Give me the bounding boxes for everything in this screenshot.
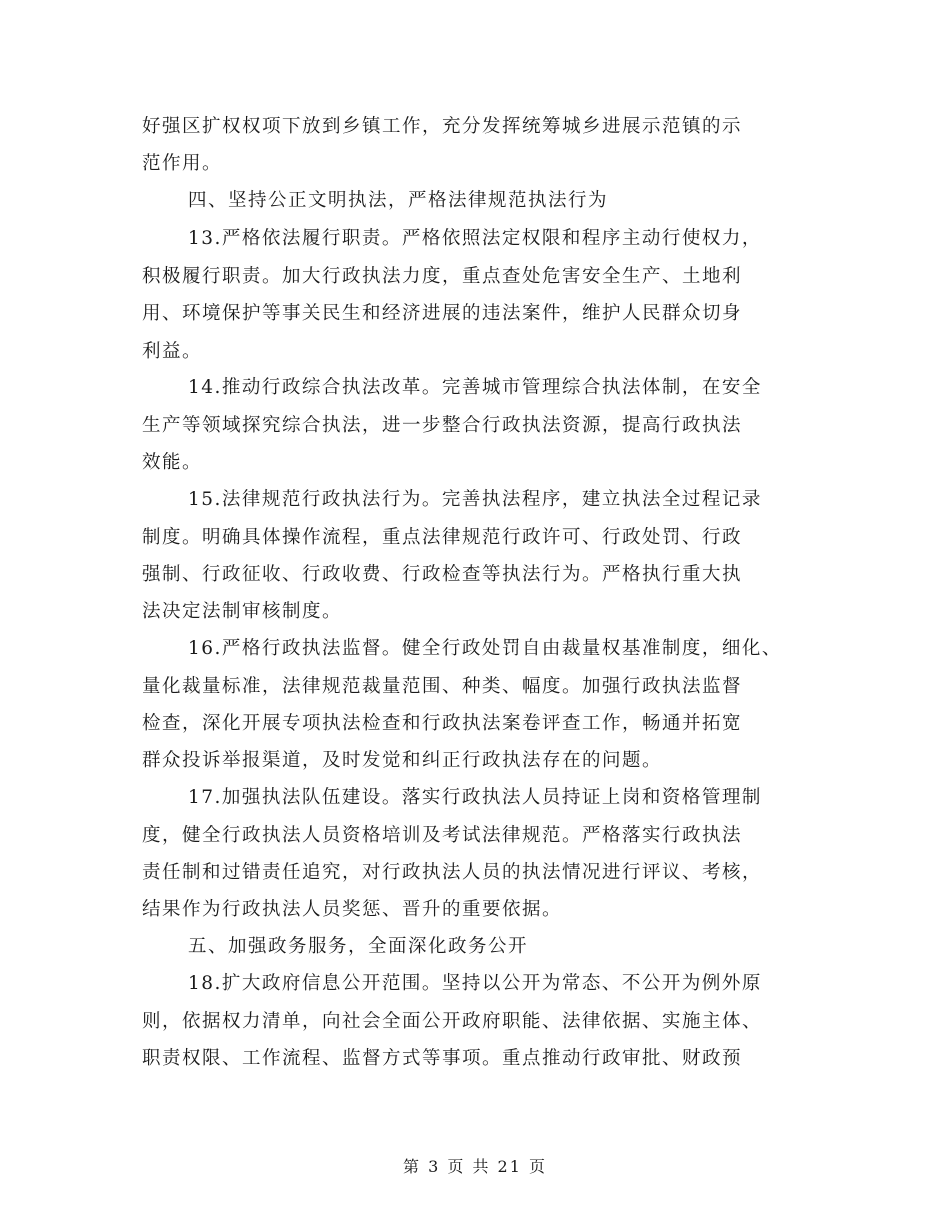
- item-14-line: 生产等领域探究综合执法，进一步整合行政执法资源，提高行政执法: [142, 415, 743, 436]
- item-13-line: 积极履行职责。加大行政执法力度，重点查处危害安全生产、土地利: [142, 266, 743, 287]
- item-17-line: 责任制和过错责任追究，对行政执法人员的执法情况进行评议、考核，: [142, 862, 763, 883]
- section-heading: 五、加强政务服务，全面深化政务公开: [188, 936, 529, 957]
- item-17-line: 17.加强执法队伍建设。落实行政执法人员持证上岗和资格管理制: [188, 787, 762, 808]
- item-15-line: 制度。明确具体操作流程，重点法律规范行政许可、行政处罚、行政: [142, 527, 743, 548]
- item-16-line: 群众投诉举报渠道，及时发觉和纠正行政执法存在的问题。: [142, 750, 663, 771]
- item-13-line: 13.严格依法履行职责。严格依照法定权限和程序主动行使权力，: [188, 228, 762, 249]
- item-14-line: 14.推动行政综合执法改革。完善城市管理综合执法体制，在安全: [188, 377, 762, 398]
- item-16-line: 量化裁量标准，法律规范裁量范围、种类、幅度。加强行政执法监督: [142, 676, 743, 697]
- item-15-line: 强制、行政征收、行政收费、行政检查等执法行为。严格执行重大执: [142, 564, 743, 585]
- item-13-line: 用、环境保护等事关民生和经济进展的违法案件，维护人民群众切身: [142, 303, 743, 324]
- body-text-line: 范作用。: [142, 153, 223, 174]
- item-17-line: 结果作为行政执法人员奖惩、晋升的重要依据。: [142, 899, 563, 920]
- item-13-line: 利益。: [142, 341, 203, 362]
- item-16-line: 16.严格行政执法监督。健全行政处罚自由裁量权基准制度，细化、: [188, 638, 782, 659]
- item-17-line: 度，健全行政执法人员资格培训及考试法律规范。严格落实行政执法: [142, 825, 743, 846]
- page-number-footer: 第 3 页 共 21 页: [403, 1157, 547, 1176]
- body-text-line: 好强区扩权权项下放到乡镇工作，充分发挥统筹城乡进展示范镇的示: [142, 116, 743, 137]
- section-heading: 四、坚持公正文明执法，严格法律规范执法行为: [188, 190, 609, 211]
- item-18-line: 则，依据权力清单，向社会全面公开政府职能、法律依据、实施主体、: [142, 1011, 763, 1032]
- item-16-line: 检查，深化开展专项执法检查和行政执法案卷评查工作，畅通并拓宽: [142, 713, 743, 734]
- item-18-line: 18.扩大政府信息公开范围。坚持以公开为常态、不公开为例外原: [188, 973, 762, 994]
- item-15-line: 15.法律规范行政执法行为。完善执法程序，建立执法全过程记录: [188, 489, 762, 510]
- item-15-line: 法决定法制审核制度。: [142, 601, 343, 622]
- item-14-line: 效能。: [142, 452, 203, 473]
- item-18-line: 职责权限、工作流程、监督方式等事项。重点推动行政审批、财政预: [142, 1048, 743, 1069]
